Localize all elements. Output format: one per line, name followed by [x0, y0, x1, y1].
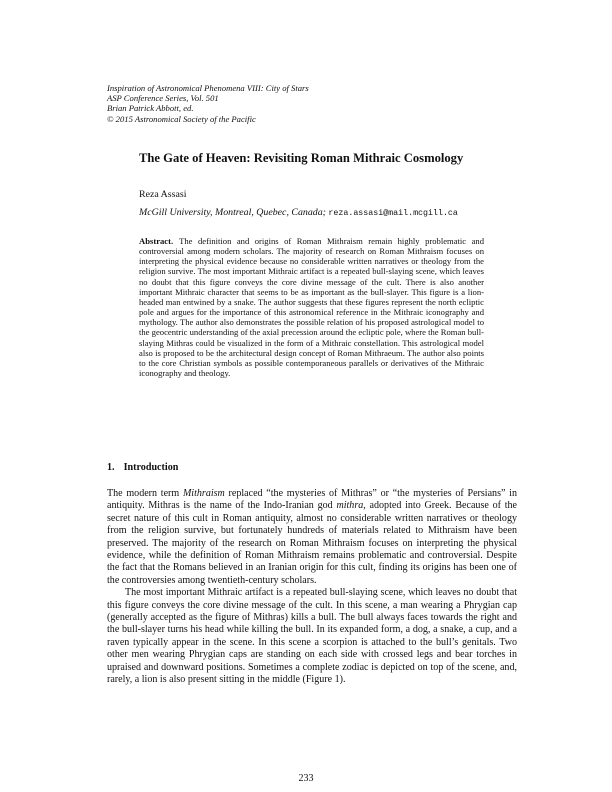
- affiliation: [139, 207, 458, 218]
- italic-term: Mithraism: [182, 488, 225, 499]
- italic-term: mithra: [336, 500, 364, 512]
- author-email[interactable]: reza.assasi@mail.mcgill.ca: [328, 209, 458, 218]
- paper-title: The Gate of Heaven: Revisiting Roman Mithraic Cosmology: [139, 151, 464, 165]
- paragraph: [107, 488, 517, 587]
- body-text: [107, 488, 517, 687]
- text-run: The modern term: [107, 488, 183, 499]
- section-title: Introduction: [123, 462, 179, 473]
- series-volume: ASP Conference Series, Vol. 501: [107, 93, 219, 104]
- institution: McGill University, Montreal, Quebec, Canada;: [139, 207, 326, 218]
- editor: Brian Patrick Abbott, ed.: [107, 103, 194, 114]
- paragraph: The most important Mithraic artifact is a repeated bull-slaying scene, which leaves no doubt that this figure conveys the core divine message of the cult. In this scene, a man wearing a Phrygian cap (generally accepted as the figure of Mithras) kills a bull. The bull always faces towards the right and the bull-slayer turns his head while killing the bull. In its expanded form, a dog, a snake, a cup, and a raven typically appear in the scene. In this scene a scorpion is attached to the bull’s genitals. Two other men wearing Phrygian caps are standing on each side with crossed legs and bear torches in upraised and downward positions. Sometimes a complete zodiac is depicted on top of the scene, and, rarely, a lion is also present sitting in the middle (Figure 1).: [107, 587, 517, 686]
- section-heading: [107, 462, 178, 473]
- page-number: 233: [298, 773, 314, 784]
- copyright: © 2015 Astronomical Society of the Pacific: [107, 113, 256, 124]
- running-header: [107, 83, 427, 124]
- abstract: [139, 236, 484, 378]
- text-run: replaced “the mysteries of Mithras” or “the mysteries of Persians” in antiquity. Mithras is the name of the Indo-Iranian god: [107, 488, 517, 512]
- author-name: Reza Assasi: [139, 189, 187, 200]
- abstract-text: The definition and origins of Roman Mithraism remain highly problematic and controversial among modern scholars. The majority of research on Roman Mithraism focuses on interpreting the physical evidence because no considerable written narratives or theology from the religion survive. The most important Mithraic artifact is a repeated bull-slaying scene, which leaves no doubt that this figure conveys the core divine message of the cult. There is also another important Mithraic character that seems to be as important as the bull-slayer. This figure is a lion-headed man entwined by a snake. The author suggests that these figures represent the north ecliptic pole and argues for the importance of this astronomical reference in the Mithraic iconography and mythology. The author also demonstrates the possible relation of his proposed astrological model to the geocentric understanding of the axial precession around the ecliptic pole, where the Roman bull-slaying Mithras could be visualized in the form of a Mithraic constellation. This astrological model also is proposed to be the architectural design concept of Roman Mithraeum. The author also points to the core Christian symbols as possible contemporaneous parallels or derivatives of the Mithraic iconography and theology.: [139, 236, 484, 379]
- text-run: , adopted into Greek. Because of the secret nature of this cult in Roman antiquity, almost no considerable written narratives or theology from the religion survive, but fortunately hundreds of materials related to Mithraism have been preserved. The majority of the research on Roman Mithraism focuses on interpreting the physical evidence, while the definition of Roman Mithraism remains problematic and controversial. Despite the fact that the Romans believed in an Iranian origin for this cult, finding its origins has been one of the controversies among twentieth-century scholars.: [107, 500, 518, 586]
- abstract-label: Abstract.: [139, 236, 174, 246]
- section-number: 1.: [107, 462, 115, 473]
- conference-title: Inspiration of Astronomical Phenomena VIII: City of Stars: [107, 83, 309, 93]
